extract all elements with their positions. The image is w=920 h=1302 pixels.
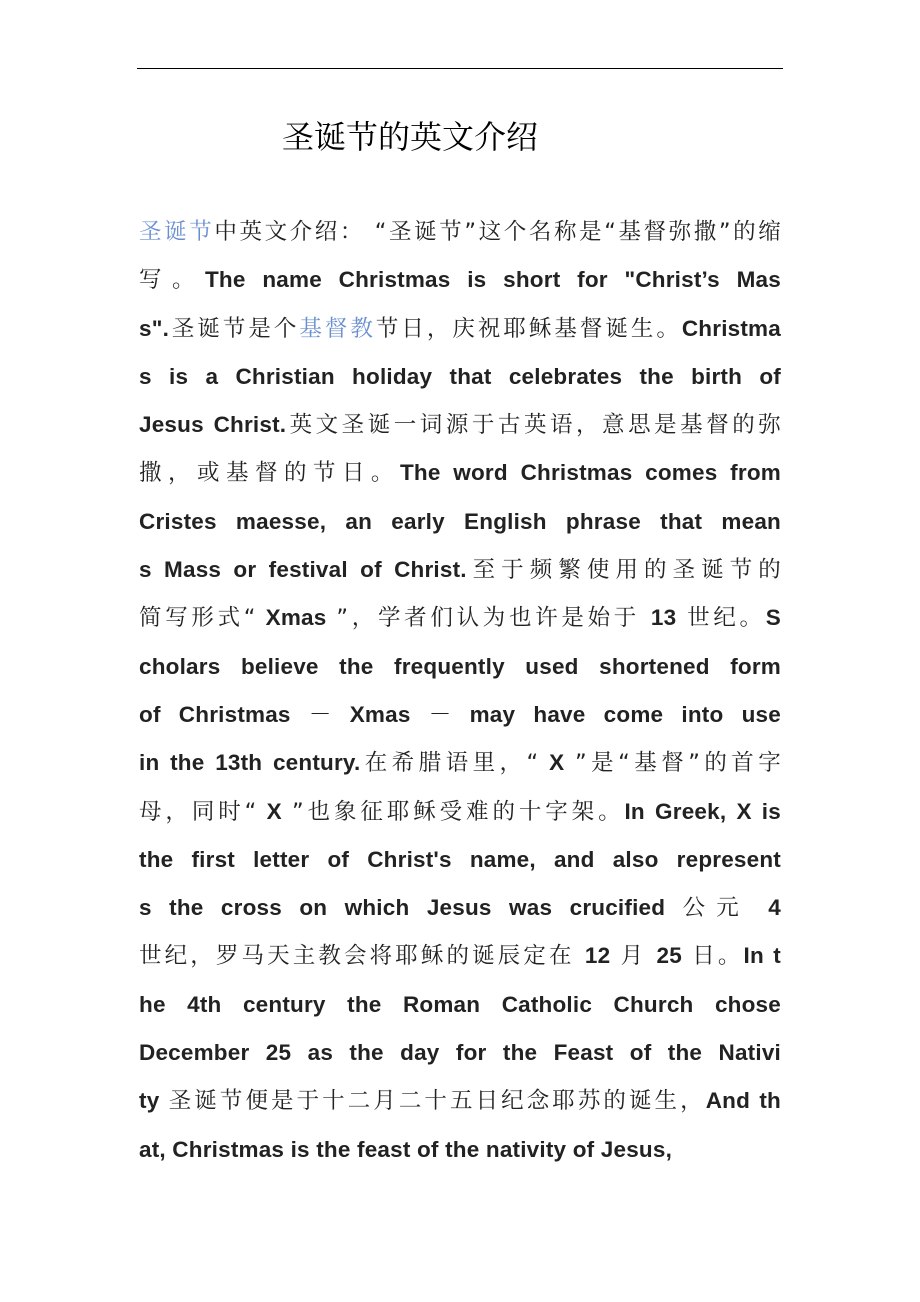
text-line (139, 1126, 781, 1174)
english-text: The name Christmas is short for "Christ’s Mas (204, 267, 781, 293)
text-line (139, 256, 781, 304)
english-text: X (538, 750, 576, 776)
chinese-text: 撒，或基督的节日。 (139, 460, 400, 487)
chinese-text: 日。 (681, 943, 744, 970)
text-line (139, 884, 781, 932)
english-text: In t (743, 943, 781, 969)
text-line (139, 305, 781, 353)
text-line (139, 739, 781, 787)
chinese-text: ”也象征耶稣受难的十字架。 (292, 798, 625, 825)
english-text: at, Christmas is the feast of the nativity of Jesus, (139, 1136, 673, 1162)
chinese-text: － (308, 701, 332, 728)
english-text: in the 13th century. (139, 750, 361, 776)
text-line (139, 932, 781, 980)
text-line (139, 836, 781, 884)
chinese-text: 写。 (139, 267, 205, 294)
chinese-text: 中英文介绍： “圣诞节”这个名称是“基督弥撒”的缩 (214, 219, 781, 245)
text-line (139, 1077, 781, 1125)
chinese-text: 月 (610, 943, 657, 970)
english-text: The word Christmas comes from (399, 460, 781, 486)
english-text: Christma (681, 315, 781, 341)
chinese-text: 英文圣诞一词源于古英语，意思是基督的弥 (286, 412, 781, 439)
english-text: of Christmas (139, 701, 309, 727)
chinese-text: 世纪。 (676, 605, 766, 632)
body-paragraph (139, 208, 781, 1174)
english-text: he 4th century the Roman Catholic Church chose (139, 991, 781, 1017)
text-line (139, 691, 781, 739)
hyperlink[interactable]: 基督教 (299, 315, 376, 342)
chinese-text: 节日，庆祝耶稣基督诞生。 (375, 315, 682, 342)
chinese-text: 圣诞节是个 (169, 315, 300, 342)
english-text: Xmas (255, 605, 337, 631)
english-text: And th (705, 1088, 781, 1114)
text-line (139, 643, 781, 691)
english-text: s Mass or festival of Christ. (139, 557, 467, 583)
text-line (139, 546, 781, 594)
text-line (139, 449, 781, 497)
english-text: s". (139, 315, 170, 341)
text-line (139, 498, 781, 546)
document-title: 圣诞节的英文介绍 (281, 118, 538, 156)
english-text: ty (139, 1088, 169, 1114)
text-line (139, 353, 781, 401)
chinese-text: 公元 (682, 895, 769, 922)
text-line (139, 594, 781, 642)
text-line (139, 1029, 781, 1077)
chinese-text: ”是“基督”的首字 (575, 750, 781, 777)
english-text: Xmas (331, 701, 429, 727)
english-text: cholars believe the frequently used shortened form (139, 653, 781, 679)
chinese-text: ”，学者们认为也许是始于 (336, 605, 651, 632)
chinese-text: 母，同时“ (139, 798, 257, 825)
text-line (139, 208, 781, 256)
text-line (139, 981, 781, 1029)
english-text: S (765, 605, 781, 631)
english-text: the first letter of Christ's name, and also represent (139, 846, 781, 872)
text-line (139, 788, 781, 836)
english-text: In Greek, X is (624, 798, 781, 824)
header-rule (137, 68, 783, 69)
english-text: 12 (584, 943, 611, 969)
english-text: Jesus Christ. (139, 412, 287, 438)
text-line (139, 401, 781, 449)
english-text: December 25 as the day for the Feast of the Nativi (139, 1040, 781, 1066)
chinese-text: 至于频繁使用的圣诞节的 (466, 557, 781, 584)
hyperlink[interactable]: 圣诞节 (139, 219, 215, 245)
english-text: may have come into use (451, 701, 781, 727)
chinese-text: 世纪，罗马天主教会将耶稣的诞辰定在 (139, 943, 585, 970)
chinese-text: 在希腊语里，“ (360, 750, 539, 777)
chinese-text: 简写形式“ (139, 605, 256, 632)
chinese-text: 圣诞节便是于十二月二十五日纪念耶苏的诞生， (168, 1088, 706, 1115)
english-text: Cristes maesse, an early English phrase that mean (139, 508, 781, 534)
chinese-text: － (428, 701, 452, 728)
english-text: 13 (650, 605, 677, 631)
english-text: 25 (656, 943, 682, 969)
english-text: s the cross on which Jesus was crucified (139, 895, 683, 921)
english-text: 4 (768, 895, 781, 921)
english-text: X (256, 798, 293, 824)
english-text: s is a Christian holiday that celebrates the birth of (139, 363, 781, 389)
